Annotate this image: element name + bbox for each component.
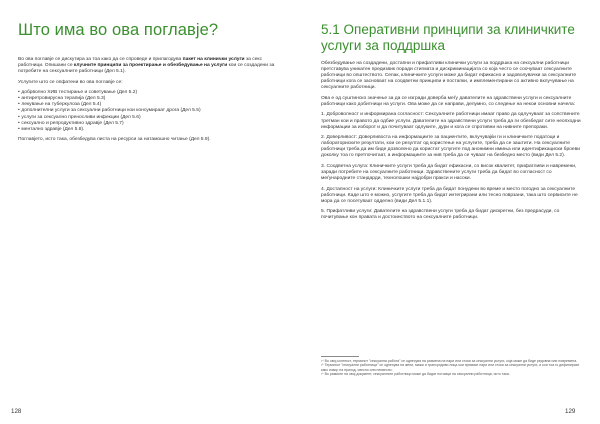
intro-text-2: за секс работници. Опишани се xyxy=(18,57,263,69)
footnote: ¹⁴ Во овој контекст, терминот "сексуална работа" се однесува на размена на пари или стоки за сексуални услуги, која може да биде редовна или повремена. xyxy=(321,359,578,363)
covers-label: Услугите што се опфатени во ова поглавје се: xyxy=(18,79,123,85)
principle-paragraph: 4. Достапност на услуги: Клиничките услуги треба да бидат понудени во време и место погодно за сексуалните работници. Каде што е можно, услугите треба да бидат интегрирани или тесно поврзани, така што сервисите не мора да се посетуваат одделно (види Дел 5.1.1). xyxy=(321,186,578,204)
footnote: ¹⁶ Во рамките на овој документ, сексуалните работници може да бидат потомци на сексуални работници, исто така. xyxy=(321,372,510,377)
list-item: • дополнителни услуги за сексуални работници кои консумираат дрога (Дел 5.5) xyxy=(18,108,280,114)
body-paragraph: Ова е од суштинско значење за да се изгради доверба меѓу давателите на здравствени услуги и сексуалните работници како добитници на услуги. Ова може да се направи, делумно, со следење на некои основни начела: xyxy=(321,95,576,107)
list-item: • добрволно ХИВ тестирање и советување (Дел 5.2) xyxy=(18,90,280,96)
right-page-content xyxy=(321,22,583,226)
list-item: • антиретровирусна терапија (Дел 5.3) xyxy=(18,96,280,102)
right-page xyxy=(300,0,600,424)
footnotes xyxy=(321,356,583,377)
intro-text-1: Во ова поглавје се дискутира за тоа како да се спроведе и прилагодува xyxy=(18,57,183,62)
left-body xyxy=(18,57,280,143)
principle-paragraph: 5. Прифатливи услуги: Давателите на здравствени услуги треба да бидат дискретни, без предрасуди, со почитување кон правата и достоинството на сексуалните работници. xyxy=(321,209,560,221)
intro-paragraph xyxy=(18,57,280,75)
page-number-left: 128 xyxy=(11,408,22,415)
closing-paragraph: Поглавјето, исто така, обезбедува листа на ресурси за натамошно читање (Дел 5.9). xyxy=(18,137,211,143)
intro-bold-1: пакет на клинички услуги xyxy=(182,57,245,62)
list-item: • сексуално и репродуктивно здравје (Дел 5.7) xyxy=(18,121,280,127)
principle-paragraph: 3. Соодветна услуга: Клиничките услуги треба да бидат ефикасни, со висок квалитет, прифатливи и навремени, заради потребите на сексуалните работници. Здравствените услуги треба да бидат во согласност со меѓународните стандарди, технолошки најдобри пракси и насоки. xyxy=(321,163,577,182)
right-body xyxy=(321,61,583,221)
list-item: • услуги за сексуално преносливи инфекции (Дел 5.6) xyxy=(18,115,280,121)
chapter-overview-title: Што има во ова поглавје? xyxy=(18,21,219,39)
left-page-content xyxy=(18,20,280,148)
list-item: • лекување на туберкулоза (Дел 5.4) xyxy=(18,102,280,108)
page-number-right: 129 xyxy=(565,408,576,415)
principle-paragraph: 2. Доверливост: Доверливоста на информациите за пациентите, вклучувајќи ги и клиничките податоци и лабораториските резултати, кои се резултат од користење на услугите, треба да се заштити. На сексуалните работници треба да им биде дозволено да користат услугите под анонимни имиња или идентификациски броеви доколку тоа го претпочитаат, а информациите за нив треба да се чуваат на безбедно место (види Дел 5.2). xyxy=(321,135,580,159)
footnote: ¹⁵ Терминот "сексуални работници" се однесува на жени, мажи и трансродови лица кои примаат пари или стоки за сексуални услуги, и кои тоа го дефинираат како извор на приход, свесно или несвесно. xyxy=(321,363,580,372)
services-list xyxy=(18,90,280,133)
principle-paragraph: 1. Доброволност и информирана согласност: Сексуалните работници имаат право да одлучуваат за сопствените третман кои и правото да одбие услуги. Давателите на здравствени услуги треба да ги обезбедат сите неопходни информации за изборот и да почитуваат одлуките, дури и кога се спротивни на нивните препораки. xyxy=(321,112,581,130)
intro-bold-2: клучните принципи за проектирање и обезбедување на услуги xyxy=(73,63,228,69)
body-paragraph: Обезбедување на создадени, достапни и прифатливи клинички услуги за поддршка на сексуални работници претставува уникатен предизвик поради стигмата и дискриминацијата со која честo се соочуваат сексуалните работници во општеството. Сепак, клиничките услуги може да бидат ефикасно и задоволувачки за сексуалните работници кога се засноваат на соодветни принципи и постапки, и имплементирани со активно вклучување на сексуалните работници. xyxy=(321,61,577,91)
section-title: 5.1 Оперативни принципи за клиничките услуги за поддршка xyxy=(321,22,575,53)
intro-text-3: кои се создадени за потребите на сексуалните работници (Дел 5.1). xyxy=(18,63,275,75)
list-item: • ментално здравје (Дел 5.8). xyxy=(18,127,280,133)
footnote-divider xyxy=(321,356,359,357)
